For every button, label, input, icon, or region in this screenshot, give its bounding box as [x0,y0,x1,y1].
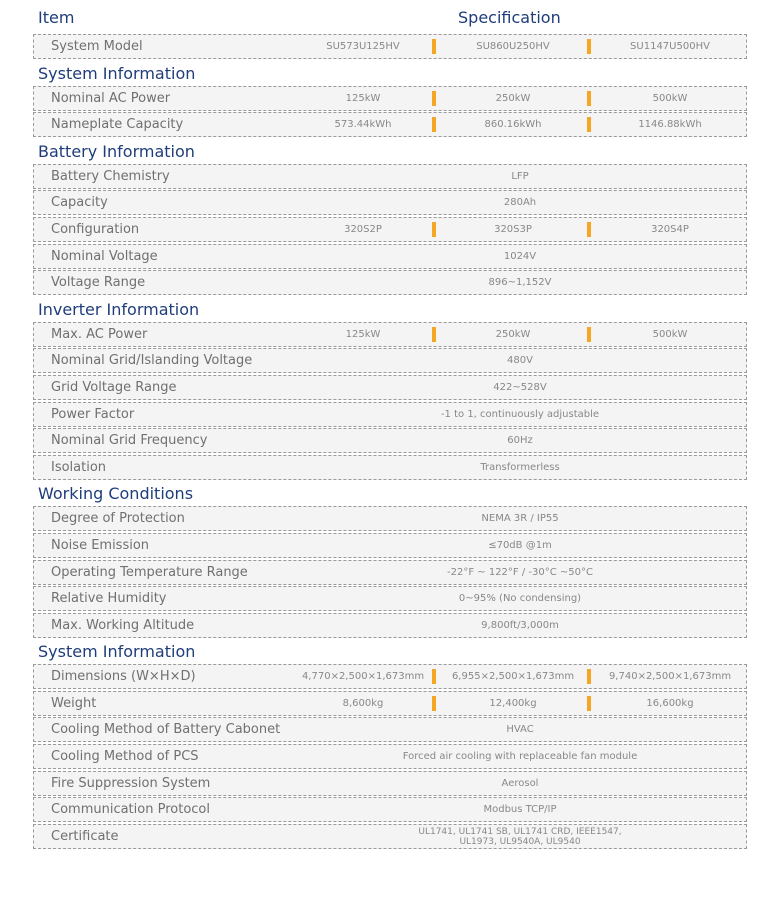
section-title: Battery Information [38,141,195,161]
spec-row-voltage-range [33,270,747,295]
spec-value-2: SU860U250HV [476,41,550,52]
column-separator [432,669,436,684]
spec-value: 9,800ft/3,000m [481,619,559,631]
spec-label: Certificate [51,828,119,844]
spec-value-1: 573.44kWh [334,119,392,131]
spec-label: Nominal Grid/Islanding Voltage [51,353,253,369]
spec-row-nominal-grid-islanding-voltage [33,348,747,373]
section-title: System Information [38,63,196,83]
spec-value-3: 500kW [652,92,688,104]
spec-row-capacity [33,190,747,215]
spec-value-2: 250kW [495,328,531,340]
column-separator [587,669,591,684]
spec-label: Noise Emission [51,537,150,553]
spec-label: Dimensions (W×H×D) [51,669,196,685]
spec-row-cooling-method-of-pcs [33,744,747,769]
spec-label: Relative Humidity [51,591,167,607]
spec-row-nominal-ac-power [33,86,747,111]
spec-value-3: 16,600kg [646,697,694,709]
spec-value: 60Hz [507,435,533,447]
spec-row-cooling-method-of-battery-cabonet [33,717,747,742]
table-header [38,8,747,30]
spec-value-2: 320S3P [494,223,532,235]
column-separator [587,91,591,106]
spec-value: -1 to 1, continuously adjustable [440,408,600,420]
spec-value-1: 125kW [345,92,381,104]
spec-label: Nominal Voltage [51,248,158,264]
spec-label: Communication Protocol [51,802,210,818]
specification-table [33,34,747,850]
spec-row-nameplate-capacity [33,112,747,137]
spec-row-operating-temperature-range [33,560,747,585]
section-title: Working Conditions [38,484,194,504]
spec-label: Capacity [51,195,108,211]
spec-row-fire-suppression-system [33,771,747,796]
spec-label: Battery Chemistry [51,168,170,184]
spec-value-line: UL1741, UL1741 SB, UL1741 CRD, IEEE1547, [418,826,622,837]
spec-value: Aerosol [501,777,539,789]
spec-row-system-model [33,34,747,59]
spec-value: Transformerless [480,461,560,473]
spec-row-power-factor [33,402,747,427]
column-separator [432,222,436,237]
spec-row-isolation [33,455,747,480]
spec-value: 280Ah [503,197,537,209]
spec-row-nominal-voltage [33,244,747,269]
spec-label: Max. Working Altitude [51,617,195,633]
column-separator [587,222,591,237]
spec-label: Weight [51,695,97,711]
spec-label: Max. AC Power [51,326,148,342]
spec-row-noise-emission [33,533,747,558]
spec-row-dimensions-w-h-d [33,664,747,689]
spec-value: 1024V [503,250,537,262]
column-separator [587,327,591,342]
spec-value: NEMA 3R / IP55 [481,513,559,525]
spec-row-configuration [33,217,747,242]
column-separator [432,91,436,106]
spec-label: Isolation [51,459,107,475]
spec-label: Nameplate Capacity [51,117,184,133]
spec-value: 422~528V [493,381,547,393]
section-title: Inverter Information [38,299,200,319]
spec-value-1: 8,600kg [342,697,384,709]
spec-value: Forced air cooling with replaceable fan module [402,751,638,763]
spec-value-3: SU1147U500HV [630,41,710,52]
spec-value-3: 320S4P [651,223,689,235]
spec-label: Configuration [51,221,140,237]
spec-label: System Model [51,39,143,54]
spec-row-relative-humidity [33,586,747,611]
spec-value: HVAC [506,724,534,736]
spec-value-2: 250kW [495,92,531,104]
spec-value [295,825,745,850]
spec-label: Power Factor [51,406,135,422]
column-separator [432,327,436,342]
spec-row-communication-protocol [33,797,747,822]
spec-label: Nominal Grid Frequency [51,433,208,449]
spec-value: -22°F ~ 122°F / -30°C ~50°C [447,566,593,578]
spec-value: ≤70dB @1m [488,539,552,551]
spec-label: Grid Voltage Range [51,379,177,395]
spec-row-degree-of-protection [33,506,747,531]
column-separator [432,39,436,54]
spec-value-1: 320S2P [344,223,382,235]
spec-row-battery-chemistry [33,164,747,189]
item-column-header: Item [38,8,75,27]
column-separator [432,117,436,132]
spec-value: Modbus TCP/IP [483,804,557,816]
specification-column-header: Specification [458,8,561,27]
column-separator [587,117,591,132]
spec-value-3: 1146.88kWh [638,119,702,131]
spec-row-max-ac-power [33,322,747,347]
spec-row-certificate [33,824,747,849]
spec-value-2: 6,955×2,500×1,673mm [451,671,575,683]
spec-value: 480V [507,355,533,367]
spec-row-grid-voltage-range [33,375,747,400]
spec-value: 0~95% (No condensing) [458,593,582,605]
spec-value-3: 9,740×2,500×1,673mm [608,671,732,683]
spec-value-line: UL1973, UL9540A, UL9540 [459,836,581,847]
section-title: System Information [38,642,196,662]
spec-row-weight [33,691,747,716]
spec-value-1: 4,770×2,500×1,673mm [301,671,425,683]
spec-row-max-working-altitude [33,613,747,638]
spec-label: Cooling Method of PCS [51,749,199,765]
spec-label: Fire Suppression System [51,775,211,791]
spec-value-2: 12,400kg [489,697,537,709]
spec-label: Voltage Range [51,275,146,291]
column-separator [587,696,591,711]
spec-row-nominal-grid-frequency [33,428,747,453]
spec-label: Degree of Protection [51,511,185,527]
spec-value-3: 500kW [652,328,688,340]
spec-value: LFP [511,170,529,182]
spec-value-1: 125kW [345,328,381,340]
spec-label: Cooling Method of Battery Cabonet [51,722,281,738]
column-separator [432,696,436,711]
spec-value: 896~1,152V [488,277,552,289]
spec-value-1: SU573U125HV [326,41,400,52]
spec-label: Operating Temperature Range [51,564,248,580]
spec-label: Nominal AC Power [51,90,171,106]
spec-value-2: 860.16kWh [484,119,542,131]
column-separator [587,39,591,54]
